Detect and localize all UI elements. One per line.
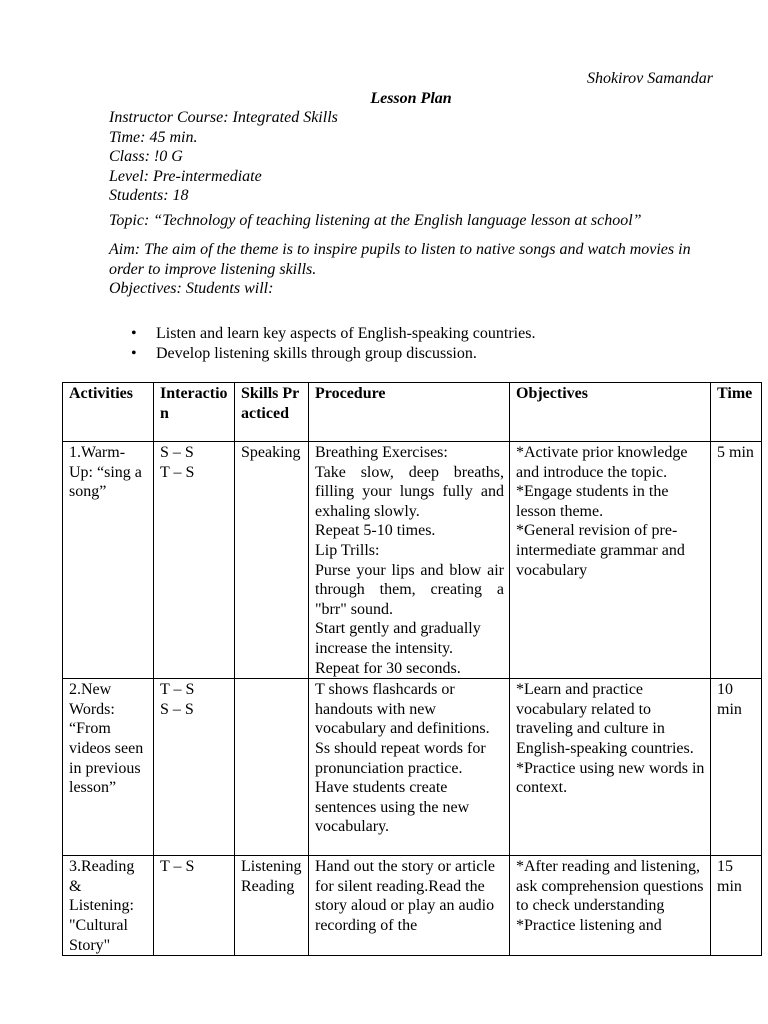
author-name: Shokirov Samandar <box>586 70 713 87</box>
header-skills: Skills Practiced <box>235 383 309 442</box>
interaction-cell <box>154 442 235 679</box>
procedure-cell <box>309 442 510 679</box>
objective-line: *Engage students in the lesson theme. <box>516 483 669 520</box>
table-row <box>63 442 762 679</box>
procedure-cell <box>309 856 510 956</box>
procedure-line: Breathing Exercises: <box>315 444 448 461</box>
lesson-info <box>109 108 711 299</box>
header-objectives: Objectives <box>510 383 711 442</box>
interaction-line: T – S <box>160 858 195 876</box>
interaction-line: S – S <box>160 700 194 718</box>
table-header-row <box>63 383 762 442</box>
objective-line: *Practice listening and <box>516 916 662 934</box>
lesson-aim: Aim: The aim of the theme is to inspire pupils to listen to native songs and watch movies in order to improve listening skills. <box>109 240 691 278</box>
header-procedure: Procedure <box>309 383 510 442</box>
lesson-time: Time: 45 min. <box>109 128 198 146</box>
procedure-line: Lip Trills: <box>315 541 380 559</box>
objectives-list <box>131 324 535 364</box>
document-title: Lesson Plan <box>370 90 452 107</box>
table-row <box>63 679 762 856</box>
activity-cell: 1.Warm-Up: “sing a song” <box>63 442 154 679</box>
bullet-icon: • <box>131 325 137 342</box>
interaction-cell <box>154 856 235 956</box>
lesson-students: Students: 18 <box>109 187 189 205</box>
table-row <box>63 856 762 956</box>
interaction-cell <box>154 679 235 856</box>
lesson-level: Level: Pre-intermediate <box>109 167 262 185</box>
interaction-line: S – S <box>160 444 194 461</box>
procedure-line: Have students create sentences using the new vocabulary. <box>315 779 470 836</box>
objectives-cell <box>510 679 711 856</box>
header-time: Time <box>711 383 762 442</box>
objective-line: *Activate prior knowledge and introduce the topic. <box>516 444 688 481</box>
lesson-topic: Topic: “Technology of teaching listening at the English language lesson at school” <box>109 211 642 229</box>
procedure-line: Purse your lips and blow air through them, creating a "brr" sound. <box>315 561 504 618</box>
lesson-class: Class: !0 G <box>109 148 183 166</box>
procedure-line: Hand out the story or article for silent reading.Read the story aloud or play an audio recording of the <box>315 858 495 934</box>
objectives-cell <box>510 856 711 956</box>
objective-item <box>131 344 535 364</box>
header-activities: Activities <box>63 383 154 442</box>
interaction-line: T – S <box>160 681 195 699</box>
activity-cell: 2.New Words: “From videos seen in previous lesson” <box>63 679 154 856</box>
time-cell: 5 min <box>711 442 762 679</box>
procedure-line: Take slow, deep breaths, filling your lungs fully and exhaling slowly. <box>315 463 504 520</box>
time-cell: 10 min <box>711 679 762 856</box>
procedure-line: Start gently and gradually increase the intensity. <box>315 620 481 657</box>
bullet-icon: • <box>131 345 137 362</box>
objective-line: *Learn and practice vocabulary related to traveling and culture in English-speaking countries. <box>516 681 694 757</box>
skills-cell: Listening Reading <box>235 856 309 956</box>
objectives-heading: Objectives: Students will: <box>109 280 274 298</box>
activity-cell: 3.Reading & Listening: "Cultural Story" <box>63 856 154 956</box>
header-interaction: Interaction <box>154 383 235 442</box>
objective-line: *General revision of pre-intermediate grammar and vocabulary <box>516 522 685 579</box>
procedure-cell <box>309 679 510 856</box>
procedure-line: Repeat for 30 seconds. <box>315 659 461 677</box>
skills-cell <box>235 679 309 856</box>
lesson-plan-table <box>62 382 762 956</box>
objective-item <box>131 324 535 344</box>
procedure-line: T shows flashcards or handouts with new vocabulary and definitions. Ss should repeat words for pronunciation practice. <box>315 681 490 777</box>
objective-line: *Practice using new words in context. <box>516 759 705 797</box>
interaction-line: T – S <box>160 463 195 481</box>
objective-text: Develop listening skills through group discussion. <box>156 345 477 362</box>
objectives-cell <box>510 442 711 679</box>
instructor-course: Instructor Course: Integrated Skills <box>109 109 338 126</box>
objective-text: Listen and learn key aspects of English-speaking countries. <box>156 325 536 342</box>
objective-line: *After reading and listening, ask comprehension questions to check understanding <box>516 858 704 915</box>
time-cell: 15 min <box>711 856 762 956</box>
skills-cell: Speaking <box>235 442 309 679</box>
procedure-line: Repeat 5-10 times. <box>315 522 436 540</box>
